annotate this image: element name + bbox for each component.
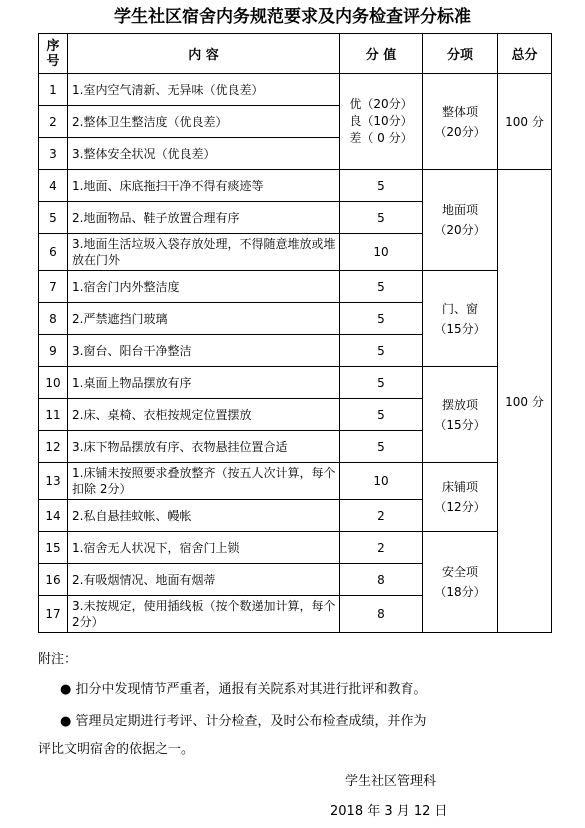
row-num: 1 <box>39 74 68 106</box>
row-score: 5 <box>340 367 423 399</box>
row-num: 6 <box>39 234 68 271</box>
row-num: 3 <box>39 138 68 170</box>
row-score: 2 <box>340 532 423 564</box>
row-content: 2.床、桌椅、衣柜按规定位置摆放 <box>68 399 340 431</box>
row-content: 1.室内空气清新、无异味（优良差） <box>68 74 340 106</box>
row-num: 10 <box>39 367 68 399</box>
table-header-row <box>39 34 552 74</box>
row-score: 5 <box>340 303 423 335</box>
row-content: 3.地面生活垃圾入袋存放处理，不得随意堆放或堆放在门外 <box>68 234 340 271</box>
row-num: 5 <box>39 202 68 234</box>
row-score: 5 <box>340 202 423 234</box>
row-content: 3.窗台、阳台干净整洁 <box>68 335 340 367</box>
row-num: 16 <box>39 564 68 596</box>
table-row <box>39 367 552 399</box>
note-item: ● 管理员定期进行考评、计分检查，及时公布检查成绩，并作为 <box>60 714 427 729</box>
row-num: 4 <box>39 170 68 202</box>
category-placement: 摆放项 （15分） <box>423 367 498 463</box>
table-row <box>39 532 552 564</box>
row-num: 13 <box>39 463 68 500</box>
row-content: 2.地面物品、鞋子放置合理有序 <box>68 202 340 234</box>
row-score: 8 <box>340 564 423 596</box>
row-content: 2.有吸烟情况、地面有烟蒂 <box>68 564 340 596</box>
category-overall: 整体项 （20分） <box>423 74 498 170</box>
signature-date: 2018 年 3 月 12 日 <box>330 804 448 819</box>
row-content: 1.宿舍门内外整洁度 <box>68 271 340 303</box>
row-num: 9 <box>39 335 68 367</box>
notes-heading: 附注： <box>38 652 78 667</box>
category-safety: 安全项 （18分） <box>423 532 498 633</box>
row-score: 10 <box>340 234 423 271</box>
row-content: 1.桌面上物品摆放有序 <box>68 367 340 399</box>
grade-score-cell <box>340 74 423 170</box>
page-title: 学生社区宿舍内务规范要求及内务检查评分标准 <box>114 7 471 27</box>
note-item-continued: 评比文明宿舍的依据之一。 <box>38 742 195 757</box>
scoring-table <box>38 33 552 633</box>
row-content: 3.未按规定，使用插线板（按个数递加计算，每个 2分） <box>68 596 340 633</box>
header-score: 分 值 <box>340 34 423 74</box>
table-row <box>39 170 552 202</box>
row-num: 12 <box>39 431 68 463</box>
row-content: 1.宿舍无人状况下，宿舍门上锁 <box>68 532 340 564</box>
row-content: 2.私自悬挂蚊帐、幔帐 <box>68 500 340 532</box>
row-score: 2 <box>340 500 423 532</box>
header-num: 序 号 <box>39 34 68 74</box>
grade-line: 良（10分） <box>349 114 413 128</box>
total-second: 100 分 <box>498 170 552 633</box>
row-score: 5 <box>340 399 423 431</box>
row-num: 11 <box>39 399 68 431</box>
row-num: 15 <box>39 532 68 564</box>
row-content: 1.床铺未按照要求叠放整齐（按五人次计算，每个扣除 2分） <box>68 463 340 500</box>
header-category: 分项 <box>423 34 498 74</box>
category-bedding: 床铺项 （12分） <box>423 463 498 532</box>
row-num: 2 <box>39 106 68 138</box>
category-door-window: 门、窗 （15分） <box>423 271 498 367</box>
signature-department: 学生社区管理科 <box>345 774 437 789</box>
header-content: 内 容 <box>68 34 340 74</box>
row-score: 8 <box>340 596 423 633</box>
table-row <box>39 271 552 303</box>
row-content: 2.整体卫生整洁度（优良差） <box>68 106 340 138</box>
category-floor: 地面项 （20分） <box>423 170 498 271</box>
row-num: 17 <box>39 596 68 633</box>
table-row <box>39 74 552 106</box>
header-total: 总分 <box>498 34 552 74</box>
row-score: 5 <box>340 335 423 367</box>
note-item: ● 扣分中发现情节严重者，通报有关院系对其进行批评和教育。 <box>60 682 427 697</box>
row-score: 5 <box>340 271 423 303</box>
row-content: 1.地面、床底拖扫干净不得有痰迹等 <box>68 170 340 202</box>
table-row <box>39 463 552 500</box>
row-content: 2.严禁遮挡门玻璃 <box>68 303 340 335</box>
grade-line: 差（ 0 分） <box>349 131 413 145</box>
row-num: 8 <box>39 303 68 335</box>
total-first: 100 分 <box>498 74 552 170</box>
row-content: 3.整体安全状况（优良差） <box>68 138 340 170</box>
row-score: 5 <box>340 170 423 202</box>
row-content: 3.床下物品摆放有序、衣物悬挂位置合适 <box>68 431 340 463</box>
row-num: 14 <box>39 500 68 532</box>
row-num: 7 <box>39 271 68 303</box>
row-score: 5 <box>340 431 423 463</box>
row-score: 10 <box>340 463 423 500</box>
grade-line: 优（20分） <box>349 97 413 111</box>
